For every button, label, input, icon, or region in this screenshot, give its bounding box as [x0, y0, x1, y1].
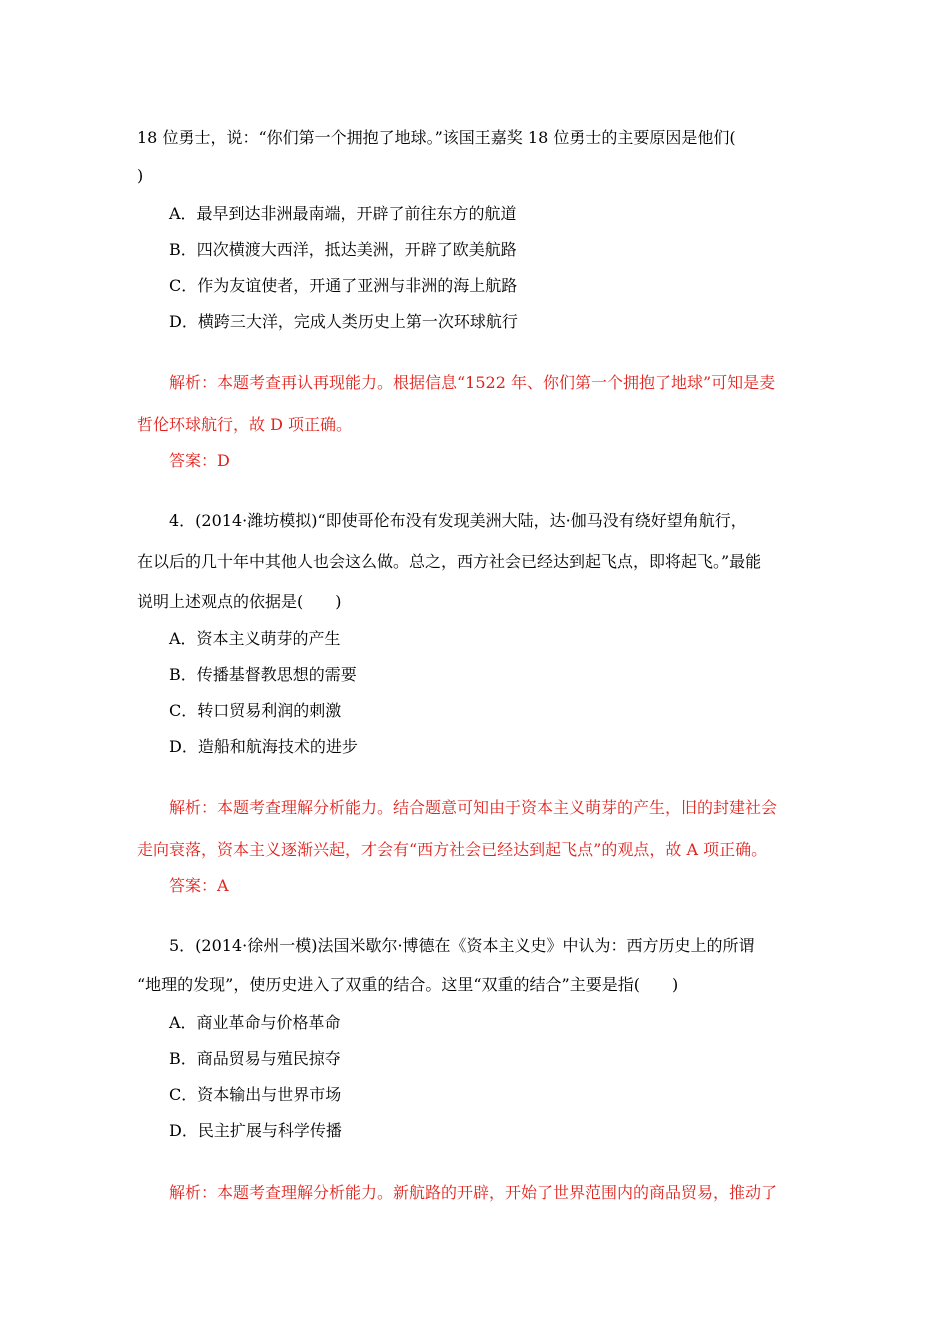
- q4-analysis-line-2: 走向衰落，资本主义逐渐兴起，才会有“西方社会已经达到起飞点”的观点，故 A 项正确。: [137, 840, 768, 859]
- q3-analysis-line-1: 解析：本题考查再认再现能力。根据信息“1522 年、你们第一个拥抱了地球”可知是麦: [169, 373, 776, 392]
- q4-stem-line-1: 4．(2014·潍坊模拟)“即使哥伦布没有发现美洲大陆，达·伽马没有绕好望角航行，: [169, 511, 747, 530]
- q4-option-b: B．传播基督教思想的需要: [169, 665, 357, 684]
- q5-option-c: C．资本输出与世界市场: [169, 1085, 342, 1104]
- q3-option-d: D．横跨三大洋，完成人类历史上第一次环球航行: [169, 312, 518, 331]
- q3-analysis-line-2: 哲伦环球航行，故 D 项正确。: [137, 415, 353, 434]
- q4-stem-line-2: 在以后的几十年中其他人也会这么做。总之，西方社会已经达到起飞点，即将起飞。”最能: [137, 552, 762, 571]
- q5-analysis-line-1: 解析：本题考查理解分析能力。新航路的开辟，开始了世界范围内的商品贸易，推动了: [169, 1183, 778, 1202]
- q5-stem-line-2: “地理的发现”，使历史进入了双重的结合。这里“双重的结合”主要是指( ): [137, 975, 679, 994]
- q4-stem-line-3: 说明上述观点的依据是( ): [137, 592, 342, 611]
- q5-option-d: D．民主扩展与科学传播: [169, 1121, 342, 1140]
- q5-option-b: B．商品贸易与殖民掠夺: [169, 1049, 341, 1068]
- q4-option-d: D．造船和航海技术的进步: [169, 737, 358, 756]
- q5-stem-line-1: 5．(2014·徐州一模)法国米歇尔·博德在《资本主义史》中认为：西方历史上的所谓: [169, 936, 755, 955]
- q4-option-a: A．资本主义萌芽的产生: [169, 629, 341, 648]
- q3-stem-line-1: 18 位勇士，说：“你们第一个拥抱了地球。”该国王嘉奖 18 位勇士的主要原因是他们(: [137, 128, 736, 147]
- q5-option-a: A．商业革命与价格革命: [169, 1013, 341, 1032]
- q3-option-c: C．作为友谊使者，开通了亚洲与非洲的海上航路: [169, 276, 518, 295]
- q4-option-c: C．转口贸易利润的刺激: [169, 701, 342, 720]
- q4-analysis-line-1: 解析：本题考查理解分析能力。结合题意可知由于资本主义萌芽的产生，旧的封建社会: [169, 798, 778, 817]
- q3-option-a: A．最早到达非洲最南端，开辟了前往东方的航道: [169, 204, 517, 223]
- q3-answer: 答案：D: [169, 451, 230, 470]
- q4-answer: 答案：A: [169, 876, 229, 895]
- q3-option-b: B．四次横渡大西洋，抵达美洲，开辟了欧美航路: [169, 240, 517, 259]
- q3-stem-line-2: ): [137, 166, 144, 185]
